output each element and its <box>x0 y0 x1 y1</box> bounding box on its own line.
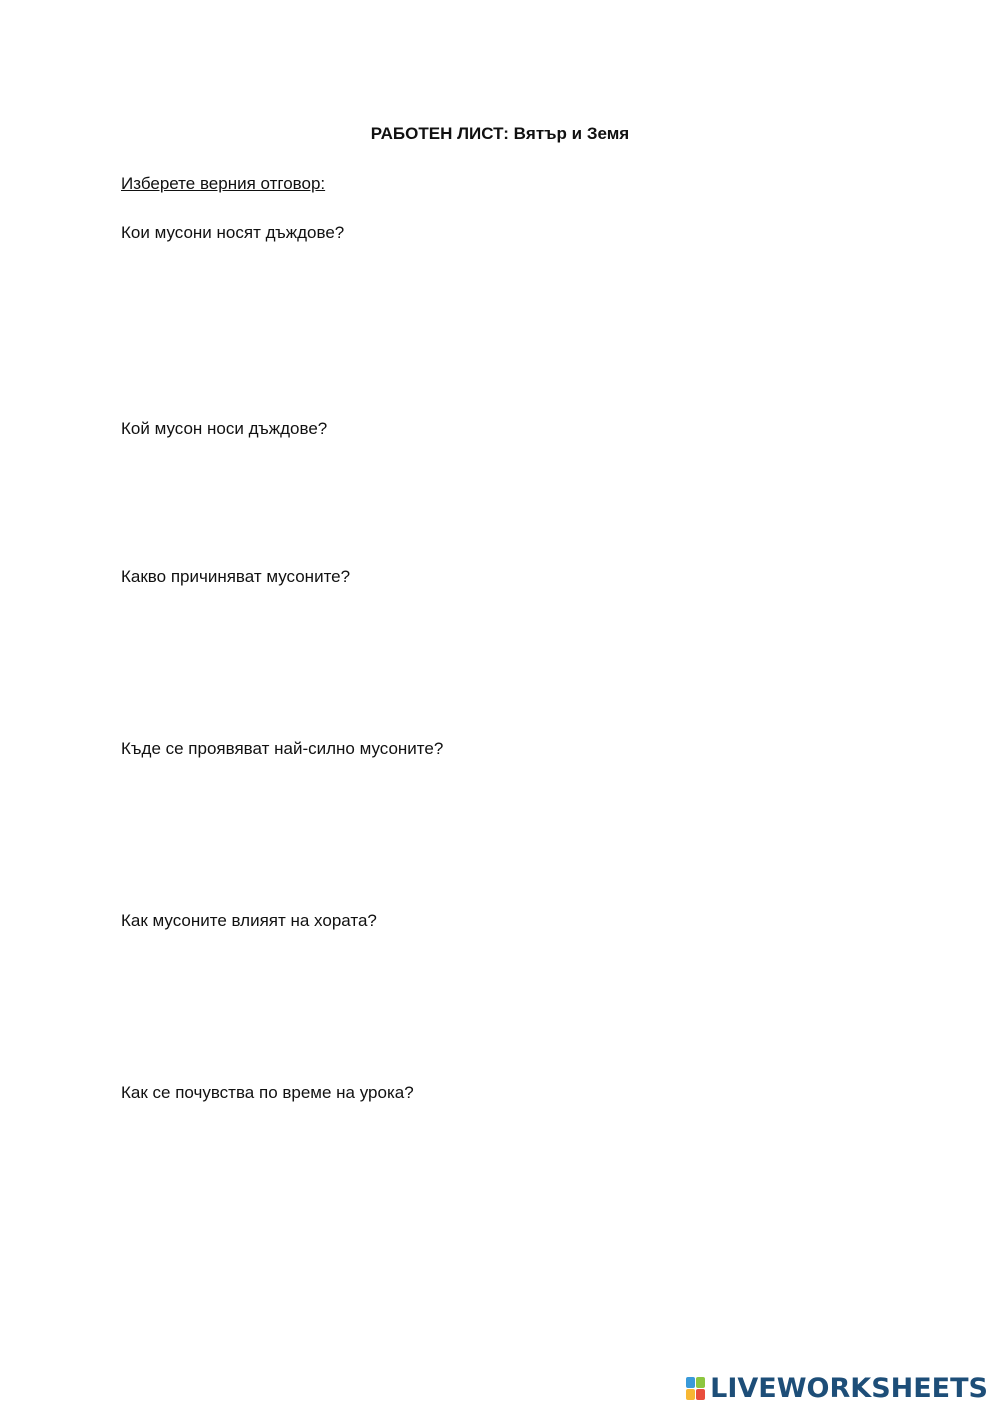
answer-area-1[interactable] <box>121 252 881 402</box>
answer-area-5[interactable] <box>121 940 881 1065</box>
question-1: Кои мусони носят дъждове? <box>121 223 345 242</box>
answer-area-6[interactable] <box>121 1112 881 1272</box>
answer-area-3[interactable] <box>121 596 881 721</box>
liveworksheets-wordmark: LIVEWORKSHEETS <box>710 1373 988 1404</box>
question-6: Как се почувства по време на урока? <box>121 1083 414 1102</box>
question-3: Какво причиняват мусоните? <box>121 567 351 586</box>
worksheet-title: РАБОТЕН ЛИСТ: Вятър и Земя <box>370 124 630 143</box>
liveworksheets-logo-icon <box>686 1377 706 1401</box>
instruction-text: Изберете верния отговор: <box>121 174 326 193</box>
question-2: Кой мусон носи дъждове? <box>121 419 328 438</box>
question-5: Как мусоните влияят на хората? <box>121 911 377 930</box>
question-4: Къде се проявяват най-силно мусоните? <box>121 739 444 758</box>
answer-area-2[interactable] <box>121 448 881 553</box>
answer-area-4[interactable] <box>121 768 881 893</box>
liveworksheets-branding <box>686 1374 988 1404</box>
